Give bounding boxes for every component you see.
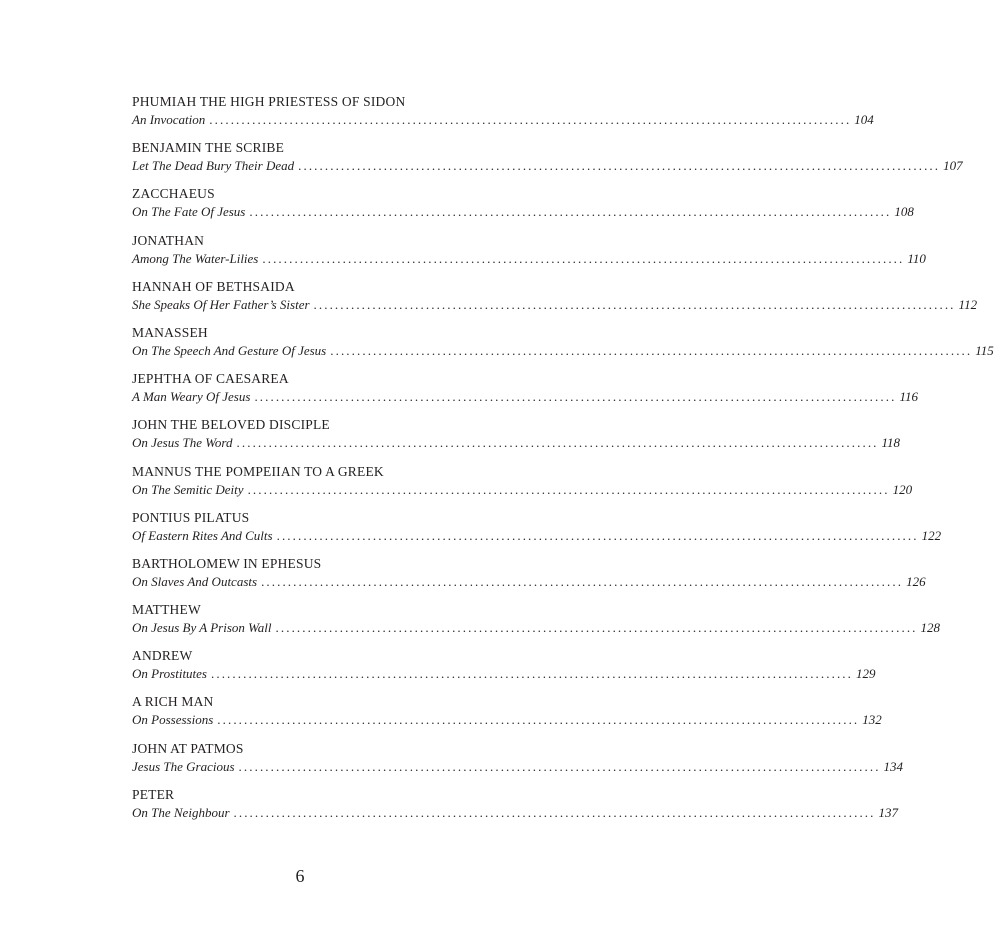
toc-page-number: 129 (856, 666, 876, 682)
toc-title: On The Fate Of Jesus (132, 204, 246, 220)
dot-leader: ........................................................................................................................ (249, 204, 892, 220)
toc-title: On The Neighbour (132, 804, 230, 820)
toc-entry (132, 786, 898, 832)
toc-speaker: HANNAH OF BETHSAIDA (132, 278, 295, 294)
toc-page-number: 110 (907, 250, 926, 266)
toc-title: On Slaves And Outcasts (132, 573, 258, 589)
toc-entry (132, 740, 904, 786)
toc-speaker: MANNUS THE POMPEIIAN TO A GREEK (132, 463, 384, 479)
toc-entry (132, 416, 901, 462)
dot-leader: ........................................................................................................................ (236, 435, 879, 451)
toc-title-line (132, 250, 926, 267)
toc-speaker: ANDREW (132, 648, 193, 664)
toc-page-number: 108 (894, 204, 914, 220)
dot-leader: ........................................................................................................................ (238, 758, 881, 774)
toc-page-number: 118 (881, 435, 901, 451)
dot-leader: ........................................................................................................................ (209, 112, 852, 127)
dot-leader: ........................................................................................................................ (233, 804, 876, 820)
toc-speaker: PONTIUS PILATUS (132, 509, 250, 525)
dot-leader: ........................................................................................................................ (276, 527, 919, 543)
toc-title-line (132, 619, 941, 636)
toc-speaker: ZACCHAEUS (132, 186, 215, 202)
dot-leader: ........................................................................................................................ (254, 389, 897, 405)
toc-page-number: 132 (862, 712, 882, 728)
toc-page-number: 104 (854, 112, 874, 127)
toc-speaker: JEPHTHA OF CAESAREA (132, 371, 289, 387)
toc-page-number: 115 (975, 342, 994, 358)
toc-entry (132, 232, 926, 278)
toc-page-number: 126 (906, 573, 926, 589)
toc-entry (132, 324, 994, 370)
dot-leader: ........................................................................................................................ (330, 342, 973, 358)
toc-title-line (132, 481, 913, 498)
toc-title: She Speaks Of Her Father’s Sister (132, 296, 310, 312)
toc-title-line (132, 804, 898, 821)
toc-entry (132, 555, 926, 601)
dot-leader: ........................................................................................................................ (262, 250, 905, 266)
dot-leader: ........................................................................................................................ (298, 158, 941, 174)
toc-entry (132, 509, 942, 555)
dot-leader: ........................................................................................................................ (313, 296, 956, 312)
toc-title-line (132, 711, 882, 728)
toc-title: On Prostitutes (132, 666, 207, 682)
toc-title-line (132, 527, 942, 544)
toc-speaker: JOHN THE BELOVED DISCIPLE (132, 417, 330, 433)
toc-page-number: 116 (899, 389, 918, 405)
toc-title-line (132, 665, 876, 682)
toc-title-line (132, 296, 978, 313)
dot-leader: ........................................................................................................................ (247, 481, 890, 497)
toc-entry (132, 647, 876, 693)
toc-title: A Man Weary Of Jesus (132, 389, 251, 405)
toc-speaker: PETER (132, 786, 175, 802)
toc-speaker: JOHN AT PATMOS (132, 740, 244, 756)
toc-title: Among The Water-Lilies (132, 250, 259, 266)
toc-page-number: 112 (958, 296, 978, 312)
toc-entry (132, 93, 874, 139)
dot-leader: ........................................................................................................................ (217, 712, 860, 728)
toc-title: Jesus The Gracious (132, 758, 235, 774)
dot-leader: ........................................................................................................................ (261, 573, 904, 589)
table-of-contents (132, 93, 994, 832)
toc-page-number: 128 (920, 620, 941, 636)
toc-entry (132, 278, 978, 324)
toc-entry (132, 370, 918, 416)
toc-title: On The Speech And Gesture Of Jesus (132, 342, 327, 358)
toc-page-number: 122 (921, 527, 942, 543)
toc-title: On Possessions (132, 712, 214, 728)
toc-speaker: A RICH MAN (132, 694, 214, 710)
toc-title-line (132, 758, 904, 775)
toc-page-number: 137 (878, 804, 898, 820)
dot-leader: ........................................................................................................................ (275, 620, 918, 636)
toc-title-line (132, 111, 874, 128)
toc-title-line (132, 573, 926, 590)
toc-entry (132, 693, 882, 739)
toc-speaker: MANASSEH (132, 324, 208, 340)
toc-title-line (132, 157, 963, 174)
toc-title: An Invocation (132, 112, 206, 127)
toc-title-line (132, 342, 994, 359)
toc-speaker: MATTHEW (132, 602, 201, 618)
toc-title: Let The Dead Bury Their Dead (132, 158, 295, 174)
toc-page-number: 120 (892, 481, 913, 497)
toc-title: On Jesus By A Prison Wall (132, 620, 272, 636)
toc-title: On The Semitic Deity (132, 481, 244, 497)
toc-title: Of Eastern Rites And Cults (132, 527, 273, 543)
toc-page-number: 107 (943, 158, 963, 174)
page-number: 6 (295, 866, 305, 886)
toc-speaker: BENJAMIN THE SCRIBE (132, 140, 285, 156)
toc-speaker: PHUMIAH THE HIGH PRIESTESS OF SIDON (132, 94, 406, 109)
toc-title-line (132, 434, 901, 451)
toc-page-number: 134 (883, 758, 904, 774)
toc-entry (132, 463, 913, 509)
toc-title-line (132, 203, 914, 220)
toc-title-line (132, 388, 918, 405)
toc-entry (132, 601, 941, 647)
toc-title: On Jesus The Word (132, 435, 233, 451)
toc-entry (132, 139, 963, 185)
dot-leader: ........................................................................................................................ (211, 666, 853, 682)
toc-speaker: JONATHAN (132, 232, 205, 248)
toc-entry (132, 185, 914, 231)
toc-speaker: BARTHOLOMEW IN EPHESUS (132, 555, 322, 571)
